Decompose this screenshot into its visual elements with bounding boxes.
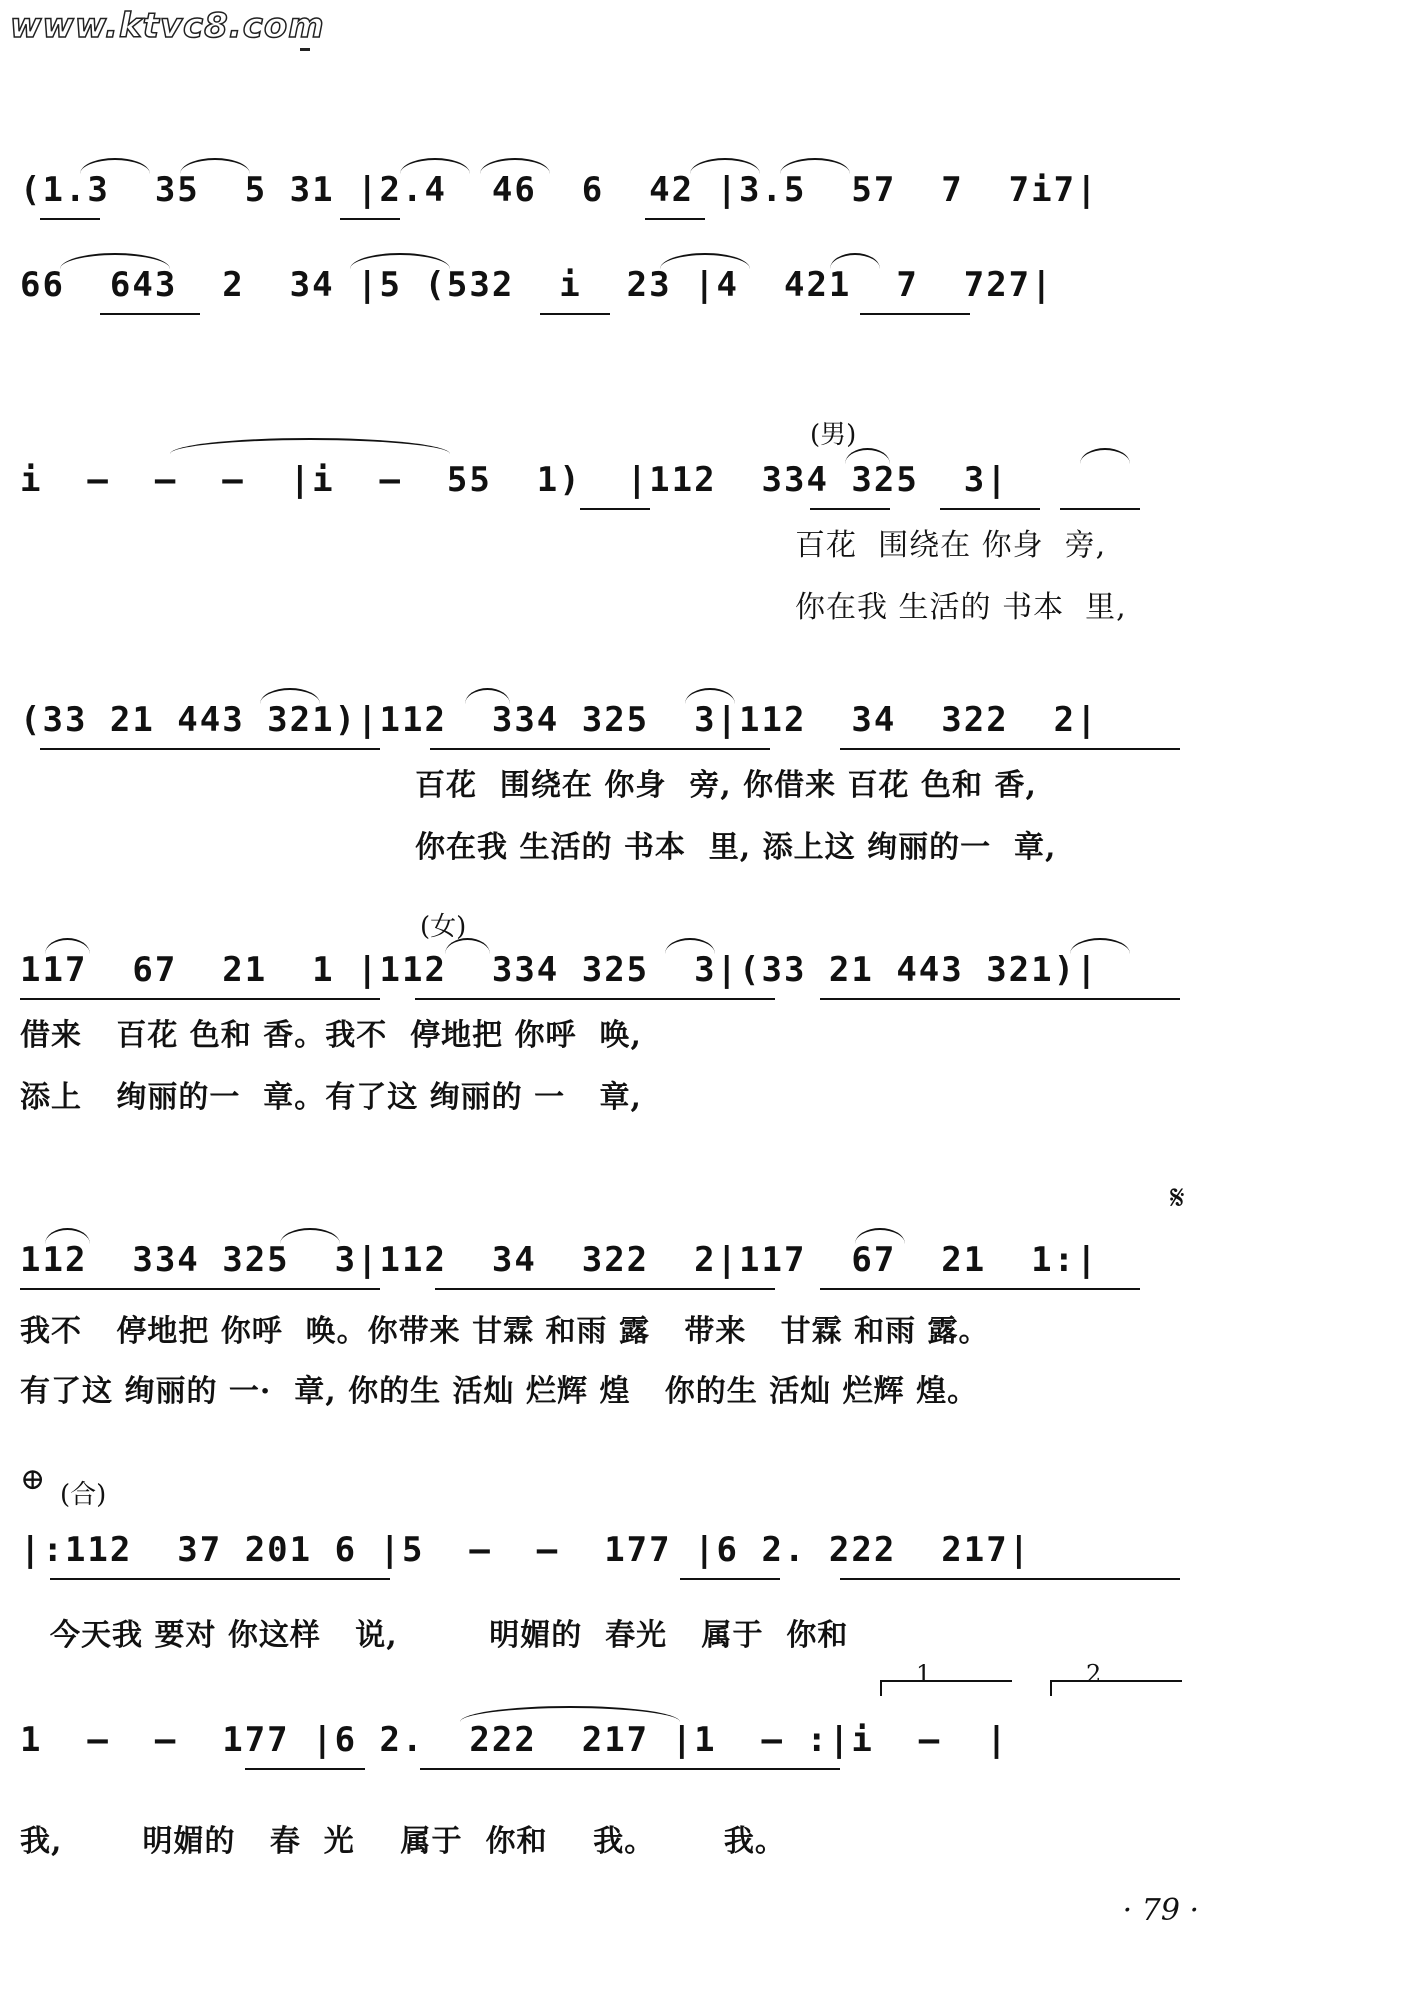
- watermark-dash: [300, 48, 310, 51]
- underline: [540, 313, 610, 315]
- lyric-verse-2: 你在我 生活的 书本 里, 添上这 绚丽的一 章,: [415, 830, 1057, 865]
- slur: [260, 688, 320, 704]
- lyric-verse-2: 有了这 绚丽的 一· 章, 你的生 活灿 烂辉 煌 你的生 活灿 烂辉 煌。: [20, 1374, 979, 1409]
- second-ending-bracket: 2: [1050, 1680, 1182, 1696]
- segno-icon: 𝄋: [1170, 1178, 1185, 1218]
- score-line-6: [20, 1178, 1200, 1409]
- slur: [480, 158, 550, 174]
- notation-line-1: (1.3 35 5 31 |2.4 46 6 42 |3.5 57 7 7i7|: [20, 170, 1099, 210]
- slur: [690, 158, 760, 174]
- slur: [350, 253, 450, 269]
- notation-line-4: (33 21 443 321)|112 334 325 3|112 34 322 2|: [20, 700, 1099, 740]
- underline: [100, 313, 200, 315]
- lyric-verse-1: 我不 停地把 你呼 唤。你带来 甘霖 和雨 露 带来 甘霖 和雨 露。: [20, 1314, 990, 1349]
- tie: [170, 438, 450, 454]
- underline: [40, 748, 380, 750]
- underline: [645, 218, 705, 220]
- underline: [680, 1578, 780, 1580]
- underline: [580, 508, 650, 510]
- slur: [830, 253, 880, 269]
- lyric-verse-2: 你在我 生活的 书本 里,: [795, 590, 1127, 625]
- underline: [415, 998, 775, 1000]
- slur: [855, 1228, 905, 1244]
- notation-line-7: |:112 37 201 6 |5 — — 177 |6 2. 222 217|: [20, 1530, 1032, 1570]
- slur: [465, 688, 510, 704]
- first-ending-bracket: 1: [880, 1680, 1012, 1696]
- lyric-verse-1: 借来 百花 色和 香。我不 停地把 你呼 唤,: [20, 1018, 642, 1053]
- underline: [420, 1768, 840, 1770]
- notation-line-3: i — — — |i — 55 1) |112 334 325 3|: [20, 460, 1009, 500]
- slur: [45, 1228, 90, 1244]
- female-part-label: (女): [420, 912, 467, 942]
- notation-line-6: 112 334 325 3|112 34 322 2|117 67 21 1:|: [20, 1240, 1099, 1280]
- slur: [180, 158, 250, 174]
- underline: [20, 998, 380, 1000]
- underline: [50, 1578, 390, 1580]
- underline: [840, 748, 1180, 750]
- male-part-label: (男): [810, 420, 857, 450]
- chorus-label: (合): [60, 1480, 107, 1510]
- slur: [660, 253, 750, 269]
- underline: [40, 218, 100, 220]
- slur: [400, 158, 470, 174]
- notation-line-5: 117 67 21 1 |112 334 325 3|(33 21 443 321)|: [20, 950, 1099, 990]
- underline: [820, 998, 1180, 1000]
- slur: [685, 688, 735, 704]
- slur: [80, 158, 150, 174]
- lyric-verse-1: 百花 围绕在 你身 旁,: [795, 528, 1107, 563]
- slur: [780, 158, 850, 174]
- underline: [435, 1288, 775, 1290]
- score-line-1: [20, 170, 1200, 240]
- score-line-7: [20, 1462, 1200, 1653]
- underline: [840, 1578, 1180, 1580]
- underline: [820, 1288, 1140, 1290]
- score-line-3: [20, 420, 1200, 625]
- lyric-chorus: 今天我 要对 你这样 说, 明媚的 春光 属于 你和: [50, 1618, 849, 1653]
- score-line-4: [20, 700, 1200, 865]
- slur: [1070, 938, 1130, 954]
- watermark: www.ktvc8.com: [10, 6, 325, 46]
- underline: [940, 508, 1040, 510]
- lyric-final: 我, 明媚的 春 光 属于 你和 我。 我。: [20, 1824, 786, 1859]
- underline: [810, 508, 890, 510]
- score-line-2: [20, 265, 1200, 335]
- lyric-verse-1: 百花 围绕在 你身 旁, 你借来 百花 色和 香,: [415, 768, 1037, 803]
- slur: [45, 938, 90, 954]
- underline: [20, 1288, 380, 1290]
- underline: [1060, 508, 1140, 510]
- slur: [460, 1706, 680, 1722]
- slur: [1080, 448, 1130, 464]
- page-number: · 79 ·: [1122, 1893, 1199, 1928]
- notation-line-8: 1 — — 177 |6 2. 222 217 |1 — :|i — |: [20, 1720, 1009, 1760]
- notation-line-2: 66 643 2 34 |5 (532 i 23 |4 421 7 727|: [20, 265, 1054, 305]
- underline: [860, 313, 970, 315]
- coda-icon: ⊕: [20, 1462, 46, 1497]
- underline: [245, 1768, 365, 1770]
- slur: [280, 1228, 340, 1244]
- score-line-5: [20, 912, 1200, 1115]
- score-line-8: [20, 1660, 1200, 1859]
- slur: [665, 938, 715, 954]
- underline: [340, 218, 400, 220]
- underline: [430, 748, 770, 750]
- lyric-verse-2: 添上 绚丽的一 章。有了这 绚丽的 一 章,: [20, 1080, 642, 1115]
- slur: [60, 253, 170, 269]
